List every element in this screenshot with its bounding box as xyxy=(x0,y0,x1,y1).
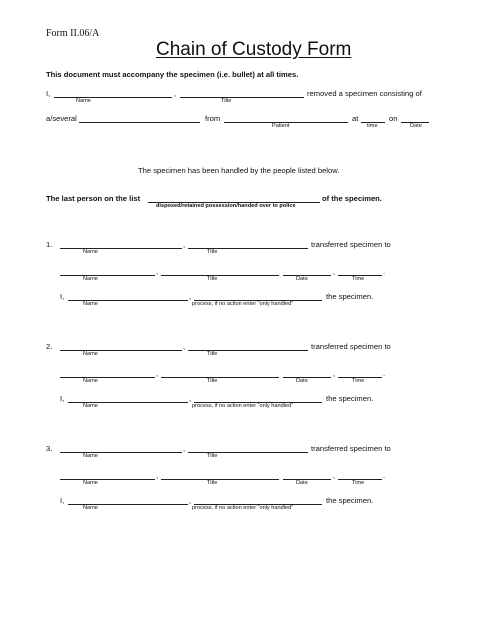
entry-comma: , xyxy=(189,394,192,403)
intro-title-field[interactable] xyxy=(180,97,304,98)
entry-number: 3. xyxy=(46,444,53,453)
transfer-from-title-field[interactable] xyxy=(188,350,308,351)
entry-comma: , xyxy=(156,267,159,276)
form-number: Form II.06/A xyxy=(46,28,100,39)
intro-specimen-field[interactable] xyxy=(79,122,200,123)
entry-comma: , xyxy=(333,471,336,480)
intro-on-label: on xyxy=(389,114,398,123)
the-specimen-text: the specimen. xyxy=(326,292,374,301)
transferred-text: transferred specimen to xyxy=(311,342,391,351)
notice-text: This document must accompany the specimen (i.e. bullet) at all times. xyxy=(46,70,299,79)
entry-comma: , xyxy=(333,267,336,276)
transfer-to-title-field[interactable] xyxy=(161,479,279,480)
time-caption: Time xyxy=(352,378,365,384)
the-specimen-text: the specimen. xyxy=(326,394,374,403)
name-caption: Name xyxy=(83,249,98,255)
process-caption: process, if no action enter “only handled” xyxy=(192,505,294,511)
entry-comma: , xyxy=(156,471,159,480)
transfer-to-title-field[interactable] xyxy=(161,275,279,276)
handled-statement: The specimen has been handled by the people listed below. xyxy=(138,166,340,175)
transfer-from-title-field[interactable] xyxy=(188,452,308,453)
date-caption: Date xyxy=(296,276,308,282)
transfer-to-name-field[interactable] xyxy=(60,479,155,480)
last-person-caption: disposed/retained possession/handed over to police xyxy=(156,203,296,209)
title-caption: Title xyxy=(207,276,218,282)
process-caption: process, if no action enter “only handled” xyxy=(192,301,294,307)
title-caption: Title xyxy=(207,453,218,459)
transfer-from-title-field[interactable] xyxy=(188,248,308,249)
date-caption: Date xyxy=(296,378,308,384)
the-specimen-text: the specimen. xyxy=(326,496,374,505)
entry-i-label: I, xyxy=(60,292,65,301)
entry-comma: , xyxy=(156,369,159,378)
name-caption: Name xyxy=(83,453,98,459)
date-caption: Date xyxy=(296,480,308,486)
name-caption: Name xyxy=(83,301,98,307)
transfer-to-title-field[interactable] xyxy=(161,377,279,378)
intro-title-caption: Title xyxy=(221,98,232,104)
title-caption: Title xyxy=(207,480,218,486)
intro-date-caption: Date xyxy=(410,123,422,129)
intro-a-several-label: a/several xyxy=(46,114,77,123)
entry-comma: , xyxy=(189,496,192,505)
entry-i-label: I, xyxy=(60,496,65,505)
last-person-suffix: of the specimen. xyxy=(322,194,382,203)
intro-patient-caption: Patient xyxy=(272,123,290,129)
intro-at-label: at xyxy=(352,114,359,123)
intro-from-label: from xyxy=(205,114,221,123)
name-caption: Name xyxy=(83,351,98,357)
intro-name-caption: Name xyxy=(76,98,91,104)
entry-number: 2. xyxy=(46,342,53,351)
transferred-text: transferred specimen to xyxy=(311,444,391,453)
intro-time-caption: time xyxy=(367,123,378,129)
page-title: Chain of Custody Form xyxy=(156,39,352,60)
title-caption: Title xyxy=(207,249,218,255)
name-caption: Name xyxy=(83,276,98,282)
entry-period: . xyxy=(383,267,386,276)
entry-comma: , xyxy=(333,369,336,378)
entry-i-label: I, xyxy=(60,394,65,403)
intro-i-label: I, xyxy=(46,89,51,98)
entry-comma: , xyxy=(183,444,186,453)
name-caption: Name xyxy=(83,480,98,486)
transfer-from-name-field[interactable] xyxy=(60,248,182,249)
transfer-from-name-field[interactable] xyxy=(60,350,182,351)
transfer-to-name-field[interactable] xyxy=(60,377,155,378)
time-caption: Time xyxy=(352,276,365,282)
name-caption: Name xyxy=(83,378,98,384)
name-caption: Name xyxy=(83,403,98,409)
transferred-text: transferred specimen to xyxy=(311,240,391,249)
name-caption: Name xyxy=(83,505,98,511)
time-caption: Time xyxy=(352,480,365,486)
entry-number: 1. xyxy=(46,240,53,249)
entry-comma: , xyxy=(183,240,186,249)
title-caption: Title xyxy=(207,351,218,357)
intro-comma: , xyxy=(174,89,177,98)
entry-period: . xyxy=(383,471,386,480)
transfer-to-name-field[interactable] xyxy=(60,275,155,276)
entry-comma: , xyxy=(183,342,186,351)
entry-comma: , xyxy=(189,292,192,301)
entry-period: . xyxy=(383,369,386,378)
last-person-prefix: The last person on the list xyxy=(46,194,141,203)
intro-removed-text: removed a specimen consisting of xyxy=(307,89,422,98)
transfer-from-name-field[interactable] xyxy=(60,452,182,453)
title-caption: Title xyxy=(207,378,218,384)
intro-name-field[interactable] xyxy=(54,97,172,98)
process-caption: process, if no action enter “only handled” xyxy=(192,403,294,409)
